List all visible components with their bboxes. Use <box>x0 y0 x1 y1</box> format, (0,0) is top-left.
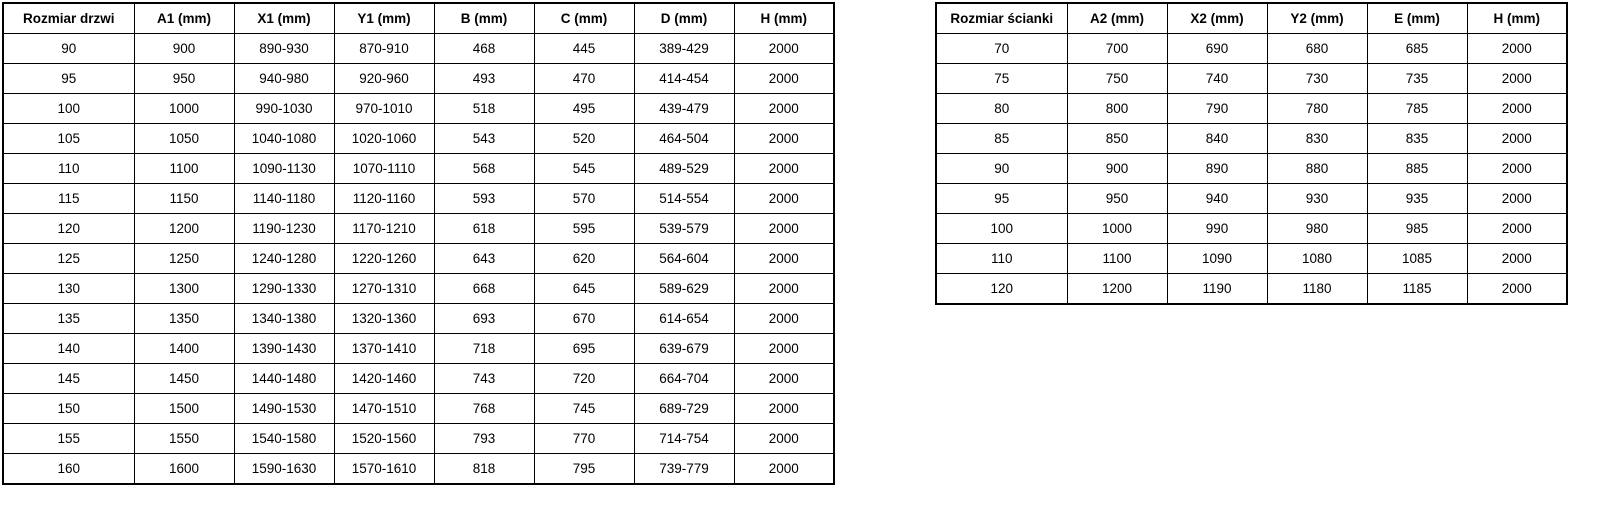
table-cell: 2000 <box>1467 244 1567 274</box>
table-cell: 1370-1410 <box>334 334 434 364</box>
table-cell: 1085 <box>1367 244 1467 274</box>
table-cell: 70 <box>936 34 1067 64</box>
table-cell: 90 <box>936 154 1067 184</box>
table-cell: 160 <box>3 454 134 485</box>
table-cell: 645 <box>534 274 634 304</box>
table-cell: 115 <box>3 184 134 214</box>
table-cell: 743 <box>434 364 534 394</box>
table-cell: 470 <box>534 64 634 94</box>
table-row <box>936 274 1567 305</box>
table-cell: 80 <box>936 94 1067 124</box>
table-cell: 1500 <box>134 394 234 424</box>
table-row <box>936 154 1567 184</box>
header-cell: Y1 (mm) <box>334 3 434 34</box>
table-cell: 100 <box>936 214 1067 244</box>
table-cell: 900 <box>134 34 234 64</box>
table-cell: 714-754 <box>634 424 734 454</box>
table-cell: 614-654 <box>634 304 734 334</box>
table-row <box>936 34 1567 64</box>
table-cell: 140 <box>3 334 134 364</box>
table-cell: 689-729 <box>634 394 734 424</box>
table-cell: 489-529 <box>634 154 734 184</box>
header-row <box>3 3 834 34</box>
table-cell: 718 <box>434 334 534 364</box>
table-cell: 880 <box>1267 154 1367 184</box>
table-cell: 514-554 <box>634 184 734 214</box>
table-cell: 940 <box>1167 184 1267 214</box>
table-row <box>3 94 834 124</box>
header-cell: H (mm) <box>734 3 834 34</box>
header-row <box>936 3 1567 34</box>
table-row <box>3 64 834 94</box>
table-cell: 105 <box>3 124 134 154</box>
table-cell: 1600 <box>134 454 234 485</box>
table-cell: 785 <box>1367 94 1467 124</box>
table-cell: 639-679 <box>634 334 734 364</box>
table-cell: 85 <box>936 124 1067 154</box>
table-cell: 780 <box>1267 94 1367 124</box>
table-cell: 680 <box>1267 34 1367 64</box>
table-cell: 685 <box>1367 34 1467 64</box>
table-cell: 2000 <box>734 364 834 394</box>
table-cell: 1520-1560 <box>334 424 434 454</box>
table-cell: 1250 <box>134 244 234 274</box>
header-cell: B (mm) <box>434 3 534 34</box>
table-row <box>3 124 834 154</box>
table-cell: 468 <box>434 34 534 64</box>
table-cell: 870-910 <box>334 34 434 64</box>
table-cell: 1570-1610 <box>334 454 434 485</box>
table-cell: 1350 <box>134 304 234 334</box>
table-cell: 593 <box>434 184 534 214</box>
header-cell: X1 (mm) <box>234 3 334 34</box>
table-cell: 564-604 <box>634 244 734 274</box>
table-cell: 1550 <box>134 424 234 454</box>
table-cell: 985 <box>1367 214 1467 244</box>
table-row <box>3 304 834 334</box>
table-cell: 155 <box>3 424 134 454</box>
table-cell: 1440-1480 <box>234 364 334 394</box>
table-cell: 1190 <box>1167 274 1267 305</box>
table-row <box>3 424 834 454</box>
table-cell: 2000 <box>1467 154 1567 184</box>
table-cell: 120 <box>3 214 134 244</box>
header-cell: Rozmiar ścianki <box>936 3 1067 34</box>
table-cell: 980 <box>1267 214 1367 244</box>
table-cell: 2000 <box>1467 64 1567 94</box>
table-cell: 589-629 <box>634 274 734 304</box>
table-cell: 920-960 <box>334 64 434 94</box>
table-cell: 990 <box>1167 214 1267 244</box>
table-row <box>936 214 1567 244</box>
table-cell: 1220-1260 <box>334 244 434 274</box>
table-cell: 1320-1360 <box>334 304 434 334</box>
header-cell: E (mm) <box>1367 3 1467 34</box>
table-cell: 90 <box>3 34 134 64</box>
table-cell: 130 <box>3 274 134 304</box>
table-cell: 940-980 <box>234 64 334 94</box>
table-cell: 1200 <box>134 214 234 244</box>
table-cell: 570 <box>534 184 634 214</box>
table-cell: 950 <box>134 64 234 94</box>
table-cell: 2000 <box>734 454 834 485</box>
table-cell: 1140-1180 <box>234 184 334 214</box>
table-cell: 2000 <box>1467 124 1567 154</box>
table-cell: 890 <box>1167 154 1267 184</box>
table-cell: 1190-1230 <box>234 214 334 244</box>
header-cell: A1 (mm) <box>134 3 234 34</box>
table-cell: 1340-1380 <box>234 304 334 334</box>
table-cell: 75 <box>936 64 1067 94</box>
table-cell: 740 <box>1167 64 1267 94</box>
table-cell: 693 <box>434 304 534 334</box>
table-row <box>3 454 834 485</box>
table-cell: 2000 <box>734 94 834 124</box>
table-row <box>3 364 834 394</box>
table-row <box>936 94 1567 124</box>
table-cell: 595 <box>534 214 634 244</box>
table-cell: 2000 <box>734 34 834 64</box>
table-cell: 745 <box>534 394 634 424</box>
table-row <box>3 244 834 274</box>
table-cell: 830 <box>1267 124 1367 154</box>
table-row <box>3 274 834 304</box>
table-cell: 1100 <box>1067 244 1167 274</box>
table-cell: 1540-1580 <box>234 424 334 454</box>
table-cell: 1290-1330 <box>234 274 334 304</box>
table-cell: 2000 <box>1467 274 1567 305</box>
table-cell: 1020-1060 <box>334 124 434 154</box>
table-cell: 110 <box>3 154 134 184</box>
table-cell: 700 <box>1067 34 1167 64</box>
table-cell: 2000 <box>1467 94 1567 124</box>
table-cell: 950 <box>1067 184 1167 214</box>
table-cell: 1470-1510 <box>334 394 434 424</box>
table-cell: 720 <box>534 364 634 394</box>
table-cell: 790 <box>1167 94 1267 124</box>
table-cell: 2000 <box>734 124 834 154</box>
header-cell: Y2 (mm) <box>1267 3 1367 34</box>
table-row <box>3 394 834 424</box>
table-cell: 1000 <box>1067 214 1167 244</box>
table-cell: 730 <box>1267 64 1367 94</box>
table-cell: 1040-1080 <box>234 124 334 154</box>
table-cell: 2000 <box>734 334 834 364</box>
table-cell: 1240-1280 <box>234 244 334 274</box>
table-cell: 800 <box>1067 94 1167 124</box>
table-cell: 520 <box>534 124 634 154</box>
table-row <box>936 184 1567 214</box>
table-cell: 750 <box>1067 64 1167 94</box>
table-cell: 110 <box>936 244 1067 274</box>
table-cell: 1080 <box>1267 244 1367 274</box>
table-cell: 150 <box>3 394 134 424</box>
table-cell: 2000 <box>1467 214 1567 244</box>
table-cell: 539-579 <box>634 214 734 244</box>
table-row <box>3 154 834 184</box>
table-cell: 2000 <box>734 304 834 334</box>
table-cell: 768 <box>434 394 534 424</box>
table-cell: 1100 <box>134 154 234 184</box>
table-cell: 2000 <box>734 214 834 244</box>
table-cell: 2000 <box>734 154 834 184</box>
table-cell: 1120-1160 <box>334 184 434 214</box>
table-cell: 125 <box>3 244 134 274</box>
table-cell: 2000 <box>734 424 834 454</box>
table-cell: 135 <box>3 304 134 334</box>
table-cell: 2000 <box>734 394 834 424</box>
table-cell: 95 <box>3 64 134 94</box>
table-cell: 1090 <box>1167 244 1267 274</box>
table-cell: 1180 <box>1267 274 1367 305</box>
table-cell: 568 <box>434 154 534 184</box>
table-row <box>936 124 1567 154</box>
table-cell: 1000 <box>134 94 234 124</box>
table-cell: 493 <box>434 64 534 94</box>
table-cell: 2000 <box>734 244 834 274</box>
table-row <box>3 34 834 64</box>
table-cell: 739-779 <box>634 454 734 485</box>
table-cell: 1050 <box>134 124 234 154</box>
table-row <box>936 244 1567 274</box>
door-sizes-table <box>2 2 835 485</box>
table-cell: 389-429 <box>634 34 734 64</box>
table-cell: 885 <box>1367 154 1467 184</box>
header-cell: H (mm) <box>1467 3 1567 34</box>
table-cell: 618 <box>434 214 534 244</box>
table-cell: 439-479 <box>634 94 734 124</box>
table-row <box>3 184 834 214</box>
table-cell: 664-704 <box>634 364 734 394</box>
header-cell: D (mm) <box>634 3 734 34</box>
table-cell: 1590-1630 <box>234 454 334 485</box>
table-cell: 1450 <box>134 364 234 394</box>
table-cell: 835 <box>1367 124 1467 154</box>
table-cell: 695 <box>534 334 634 364</box>
table-cell: 145 <box>3 364 134 394</box>
table-cell: 620 <box>534 244 634 274</box>
table-cell: 1170-1210 <box>334 214 434 244</box>
header-cell: Rozmiar drzwi <box>3 3 134 34</box>
table-cell: 690 <box>1167 34 1267 64</box>
table-cell: 1390-1430 <box>234 334 334 364</box>
table-cell: 1185 <box>1367 274 1467 305</box>
table-cell: 935 <box>1367 184 1467 214</box>
table-cell: 900 <box>1067 154 1167 184</box>
table-cell: 2000 <box>734 274 834 304</box>
table-cell: 495 <box>534 94 634 124</box>
header-cell: A2 (mm) <box>1067 3 1167 34</box>
table-cell: 890-930 <box>234 34 334 64</box>
table-cell: 850 <box>1067 124 1167 154</box>
table-cell: 970-1010 <box>334 94 434 124</box>
table-cell: 1270-1310 <box>334 274 434 304</box>
table-cell: 120 <box>936 274 1067 305</box>
table-cell: 735 <box>1367 64 1467 94</box>
header-cell: X2 (mm) <box>1167 3 1267 34</box>
table-cell: 2000 <box>1467 34 1567 64</box>
table-cell: 445 <box>534 34 634 64</box>
table-cell: 543 <box>434 124 534 154</box>
table-cell: 795 <box>534 454 634 485</box>
table-cell: 2000 <box>1467 184 1567 214</box>
table-row <box>936 64 1567 94</box>
table-cell: 643 <box>434 244 534 274</box>
table-cell: 990-1030 <box>234 94 334 124</box>
table-cell: 840 <box>1167 124 1267 154</box>
table-cell: 1200 <box>1067 274 1167 305</box>
table-cell: 1300 <box>134 274 234 304</box>
table-cell: 414-454 <box>634 64 734 94</box>
header-cell: C (mm) <box>534 3 634 34</box>
table-cell: 668 <box>434 274 534 304</box>
table-cell: 1090-1130 <box>234 154 334 184</box>
table-cell: 2000 <box>734 184 834 214</box>
table-cell: 930 <box>1267 184 1367 214</box>
table-cell: 1070-1110 <box>334 154 434 184</box>
table-cell: 793 <box>434 424 534 454</box>
table-cell: 1420-1460 <box>334 364 434 394</box>
table-cell: 770 <box>534 424 634 454</box>
table-cell: 95 <box>936 184 1067 214</box>
wall-sizes-table <box>935 2 1568 305</box>
table-cell: 1400 <box>134 334 234 364</box>
table-cell: 818 <box>434 454 534 485</box>
table-row <box>3 214 834 244</box>
table-cell: 2000 <box>734 64 834 94</box>
table-cell: 1150 <box>134 184 234 214</box>
table-cell: 518 <box>434 94 534 124</box>
table-cell: 464-504 <box>634 124 734 154</box>
table-cell: 670 <box>534 304 634 334</box>
table-row <box>3 334 834 364</box>
table-cell: 100 <box>3 94 134 124</box>
table-cell: 545 <box>534 154 634 184</box>
table-cell: 1490-1530 <box>234 394 334 424</box>
